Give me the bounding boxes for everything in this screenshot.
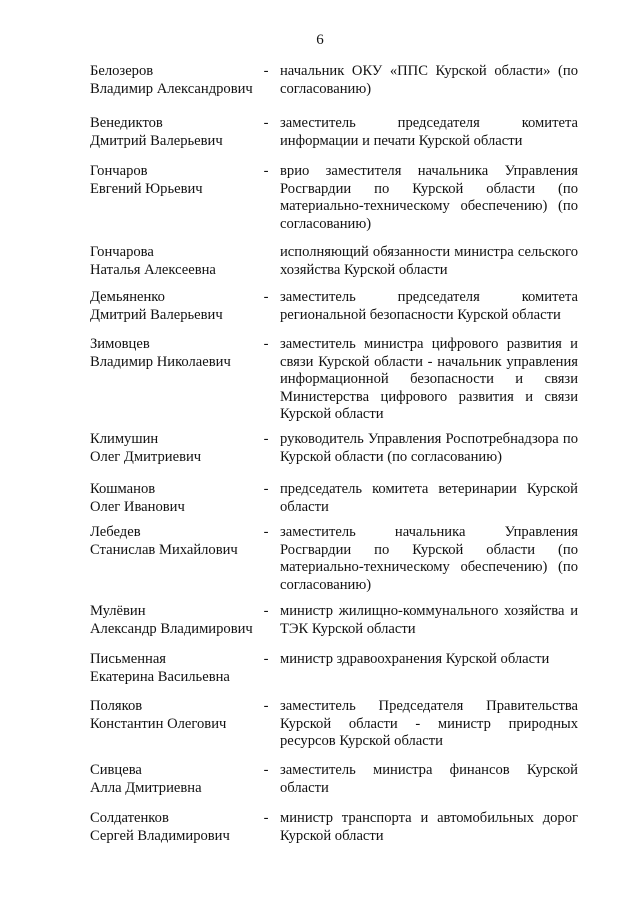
- surname: Кошманов: [90, 481, 156, 497]
- position-text: заместитель начальника Управления Росгвардии по Курской области (по материально-техническому обеспечению) (по согласованию): [280, 524, 578, 593]
- separator-dash: -: [263, 63, 269, 79]
- person-name: [90, 651, 260, 686]
- given-name: Олег Дмитриевич: [90, 448, 202, 465]
- surname: Белозеров: [90, 63, 154, 79]
- surname: Демьяненко: [90, 289, 165, 305]
- surname: Письменная: [90, 651, 167, 667]
- given-name: Екатерина Васильевна: [90, 668, 230, 685]
- position-text: заместитель министра цифрового развития и связи Курской области - начальник управления информационной безопасности и связи Министерства цифрового развития и связи Курской области: [280, 336, 578, 422]
- position-text: заместитель председателя комитета региональной безопасности Курской области: [280, 289, 578, 323]
- surname: Сивцева: [90, 762, 142, 778]
- given-name: Александр Владимирович: [90, 620, 253, 637]
- separator-dash: -: [263, 431, 269, 447]
- surname: Мулёвин: [90, 603, 146, 619]
- person-name: [90, 524, 260, 559]
- position-text: министр транспорта и автомобильных дорог Курской области: [280, 810, 578, 844]
- surname: Гончарова: [90, 244, 154, 260]
- given-name: Константин Олегович: [90, 715, 227, 732]
- position-text: министр жилищно-коммунального хозяйства и ТЭК Курской области: [280, 603, 578, 637]
- surname: Климушин: [90, 431, 159, 447]
- surname: Солдатенков: [90, 810, 169, 826]
- position-text: исполняющий обязанности министра сельского хозяйства Курской области: [280, 244, 578, 278]
- person-name: [90, 603, 260, 638]
- position-text: заместитель министра финансов Курской области: [280, 762, 578, 796]
- separator-dash: -: [263, 698, 269, 714]
- person-name: [90, 431, 260, 466]
- page-number: 6: [316, 32, 324, 48]
- surname: Поляков: [90, 698, 143, 714]
- separator-dash: -: [263, 810, 269, 826]
- person-name: [90, 481, 260, 516]
- position-text: министр здравоохранения Курской области: [280, 651, 550, 667]
- given-name: Алла Дмитриевна: [90, 779, 202, 796]
- separator-dash: -: [263, 163, 269, 179]
- given-name: Евгений Юрьевич: [90, 180, 203, 197]
- person-name: [90, 762, 260, 797]
- surname: Гончаров: [90, 163, 148, 179]
- position-text: заместитель председателя комитета информации и печати Курской области: [280, 115, 578, 149]
- separator-dash: -: [263, 115, 269, 131]
- position-text: начальник ОКУ «ППС Курской области» (по согласованию): [280, 63, 578, 97]
- separator-dash: -: [263, 651, 269, 667]
- person-name: [90, 244, 260, 279]
- separator-dash: -: [263, 289, 269, 305]
- given-name: Дмитрий Валерьевич: [90, 132, 223, 149]
- separator-dash: -: [263, 524, 269, 540]
- position-text: руководитель Управления Роспотребнадзора по Курской области (по согласованию): [280, 431, 578, 465]
- separator-dash: -: [263, 336, 269, 352]
- given-name: Дмитрий Валерьевич: [90, 306, 223, 323]
- person-name: [90, 163, 260, 198]
- surname: Лебедев: [90, 524, 141, 540]
- surname: Зимовцев: [90, 336, 150, 352]
- position-text: председатель комитета ветеринарии Курской области: [280, 481, 578, 515]
- person-name: [90, 115, 260, 150]
- person-name: [90, 289, 260, 324]
- person-name: [90, 336, 260, 371]
- given-name: Станислав Михайлович: [90, 541, 238, 558]
- person-name: [90, 810, 260, 845]
- person-name: [90, 698, 260, 733]
- given-name: Сергей Владимирович: [90, 827, 230, 844]
- given-name: Олег Иванович: [90, 498, 185, 515]
- separator-dash: -: [263, 603, 269, 619]
- position-text: врио заместителя начальника Управления Росгвардии по Курской области (по материально-техническому обеспечению) (по согласованию): [280, 163, 578, 232]
- position-text: заместитель Председателя Правительства Курской области - министр природных ресурсов Курской области: [280, 698, 578, 749]
- separator-dash: -: [263, 481, 269, 497]
- given-name: Владимир Александрович: [90, 80, 253, 97]
- person-name: [90, 63, 260, 98]
- surname: Венедиктов: [90, 115, 163, 131]
- separator-dash: -: [263, 762, 269, 778]
- given-name: Владимир Николаевич: [90, 353, 231, 370]
- given-name: Наталья Алексеевна: [90, 261, 216, 278]
